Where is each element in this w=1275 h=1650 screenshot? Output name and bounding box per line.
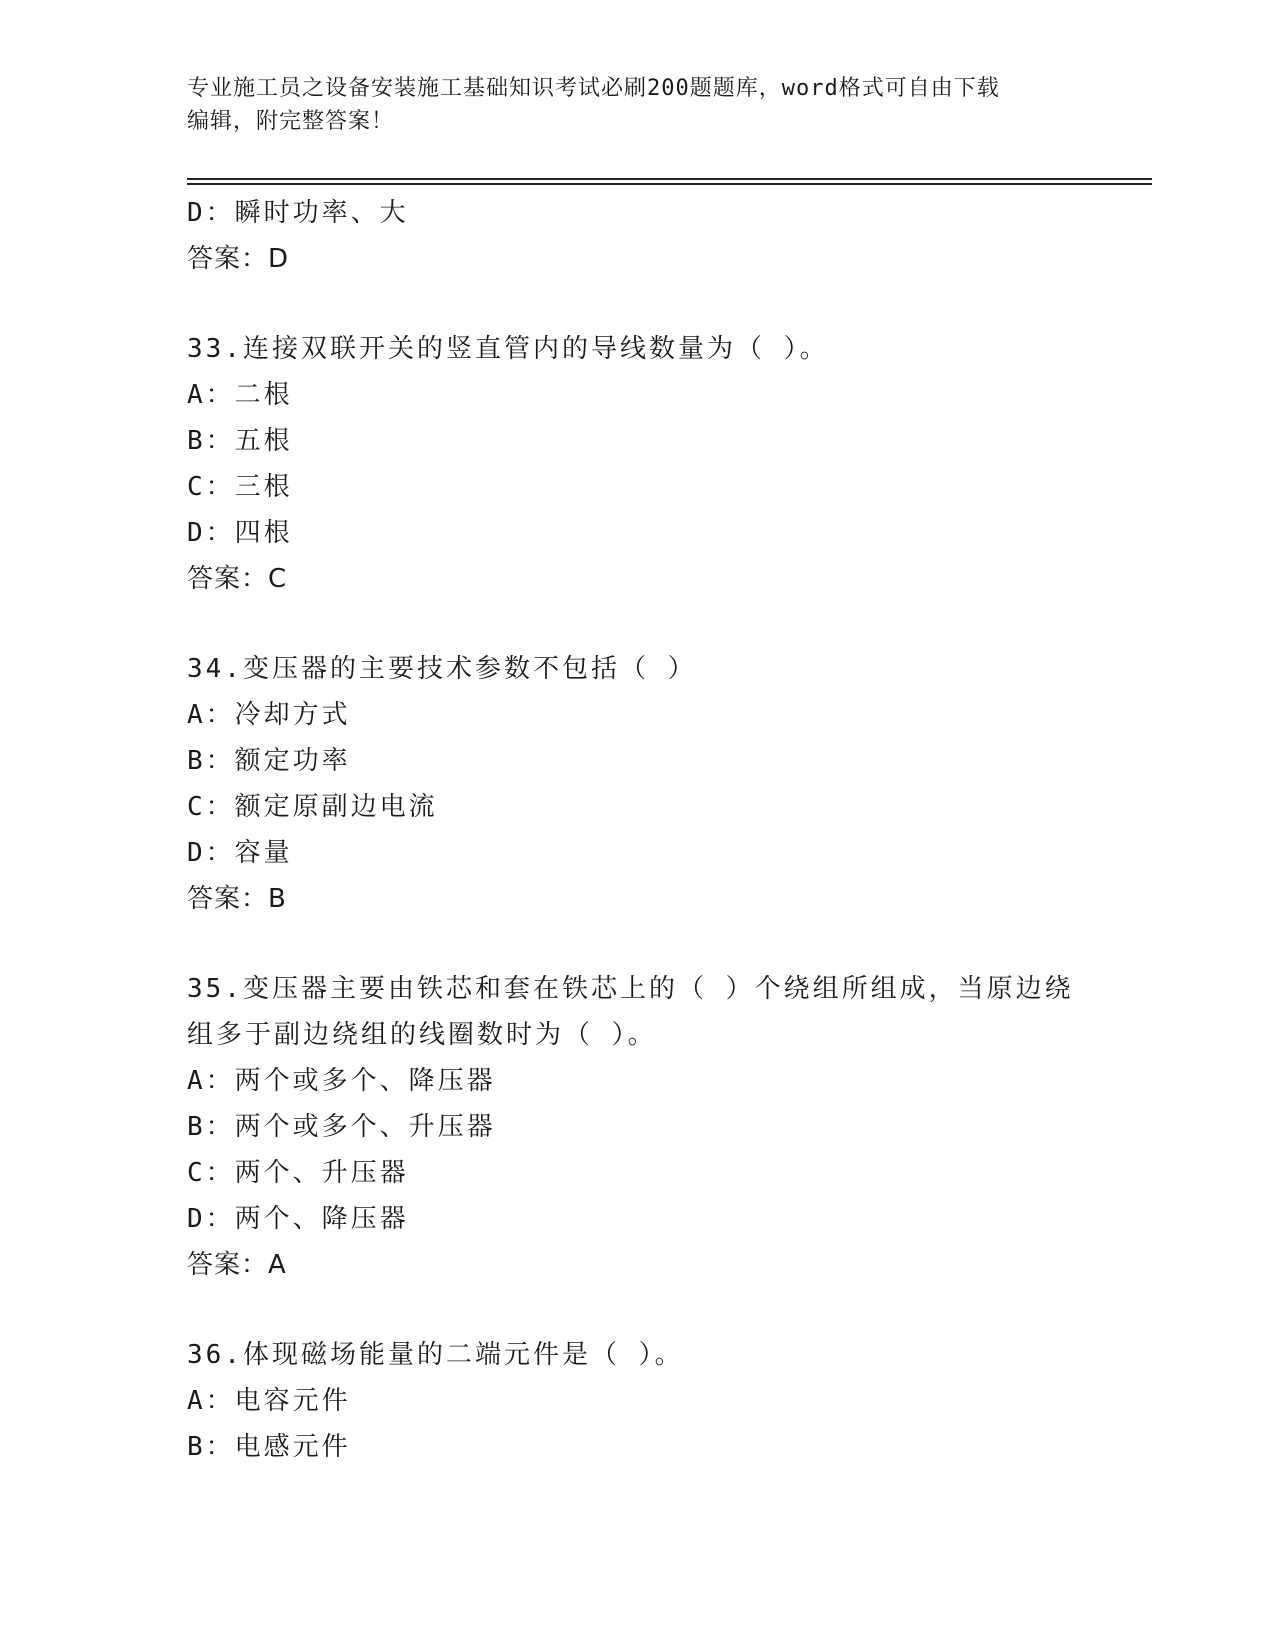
header-title-line-2: 编辑，附完整答案！ — [187, 109, 395, 134]
answer-line: 答案：A — [187, 1250, 287, 1280]
option-d: D：容量 — [187, 838, 293, 868]
answer-line: 答案：C — [187, 564, 288, 594]
option-b: B：两个或多个、升压器 — [187, 1112, 496, 1142]
spacer — [187, 1288, 1087, 1332]
header-title-line-1: 专业施工员之设备安装施工基础知识考试必刷200题题库，word格式可自由下载 — [187, 76, 1000, 101]
option-c: C：两个、升压器 — [187, 1158, 409, 1188]
option-c: C：额定原副边电流 — [187, 792, 438, 822]
question-stem: 33.连接双联开关的竖直管内的导线数量为（ ）。 — [187, 334, 829, 364]
option-a: A：二根 — [187, 380, 293, 410]
document-header — [187, 72, 1067, 138]
question-stem-line-1: 35.变压器主要由铁芯和套在铁芯上的（ ）个绕组所组成，当原边绕 — [187, 974, 1074, 1004]
option-a: A：冷却方式 — [187, 700, 351, 730]
option-c: C：三根 — [187, 472, 293, 502]
question-block-36 — [187, 1332, 1087, 1470]
answer-line: 答案：B — [187, 884, 287, 914]
question-stem: 34.变压器的主要技术参数不包括（ ） — [187, 654, 697, 684]
question-stem: 36.体现磁场能量的二端元件是（ ）。 — [187, 1340, 684, 1370]
question-block-35 — [187, 966, 1087, 1288]
option-d: D：两个、降压器 — [187, 1204, 409, 1234]
answer-line: 答案：D — [187, 244, 290, 274]
option-a: A：电容元件 — [187, 1386, 351, 1416]
question-stem-line-2: 组多于副边绕组的线圈数时为（ ）。 — [187, 1020, 657, 1050]
option-a: A：两个或多个、降压器 — [187, 1066, 496, 1096]
option-b: B：额定功率 — [187, 746, 351, 776]
spacer — [187, 282, 1087, 326]
header-divider-top — [187, 178, 1152, 180]
question-list — [187, 190, 1087, 1470]
question-block-34 — [187, 646, 1087, 922]
spacer — [187, 922, 1087, 966]
option-d: D：瞬时功率、大 — [187, 198, 409, 228]
spacer — [187, 602, 1087, 646]
header-divider-bottom — [187, 183, 1152, 185]
option-b: B：五根 — [187, 426, 293, 456]
option-d: D：四根 — [187, 518, 293, 548]
option-b: B：电感元件 — [187, 1432, 351, 1462]
question-block-33 — [187, 326, 1087, 602]
